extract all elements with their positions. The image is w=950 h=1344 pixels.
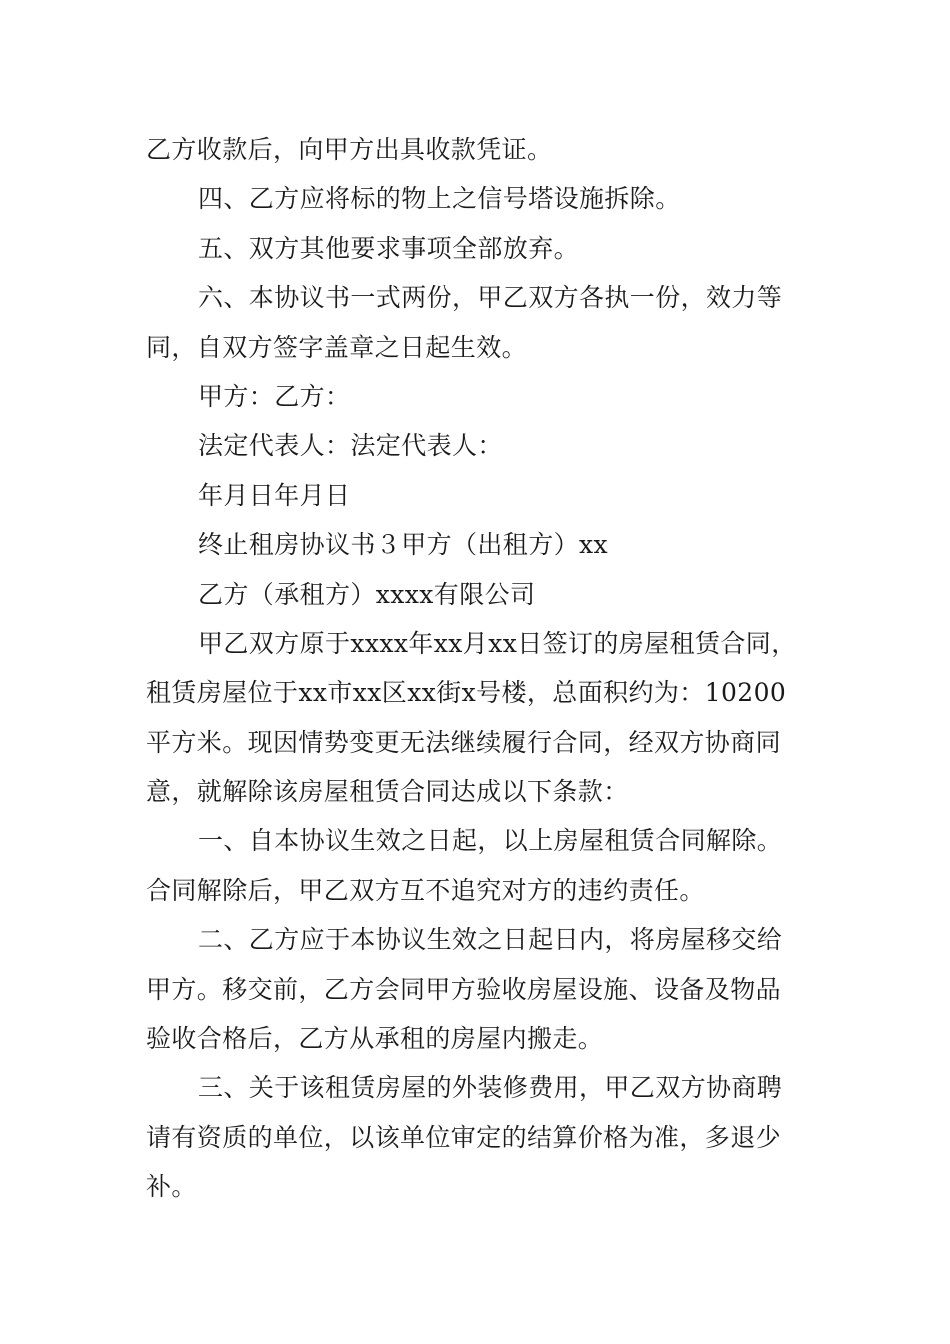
text-line: 四、乙方应将标的物上之信号塔设施拆除。 bbox=[198, 184, 681, 214]
text-line: 补。 bbox=[146, 1172, 197, 1202]
text-line: 合同解除后，甲乙双方互不追究对方的违约责任。 bbox=[146, 875, 705, 905]
document-body bbox=[146, 125, 818, 1212]
text-line: 三、关于该租赁房屋的外装修费用，甲乙双方协商聘 bbox=[198, 1073, 783, 1103]
text-line: 请有资质的单位，以该单位审定的结算价格为准，多退少 bbox=[146, 1122, 782, 1152]
text-line: 甲方。移交前，乙方会同甲方验收房屋设施、设备及物品 bbox=[146, 974, 782, 1004]
text-line: 五、双方其他要求事项全部放弃。 bbox=[198, 233, 580, 263]
text-line: 租赁房屋位于xx市xx区xx街x号楼，总面积约为：10200 bbox=[146, 678, 787, 708]
text-line: 二、乙方应于本协议生效之日起日内，将房屋移交给 bbox=[198, 925, 783, 955]
text-line: 同，自双方签字盖章之日起生效。 bbox=[146, 332, 528, 362]
text-line: 一、自本协议生效之日起，以上房屋租赁合同解除。 bbox=[198, 826, 783, 856]
date-line: 年月日年月日 bbox=[198, 480, 351, 510]
text-line: 意，就解除该房屋租赁合同达成以下条款： bbox=[146, 777, 629, 807]
legal-representative-line: 法定代表人：法定代表人： bbox=[198, 431, 503, 461]
text-line: 验收合格后，乙方从承租的房屋内搬走。 bbox=[146, 1024, 604, 1054]
text-line: 甲乙双方原于xxxx年xx月xx日签订的房屋租赁合同， bbox=[198, 628, 797, 658]
party-b-line: 乙方（承租方）xxxx有限公司 bbox=[198, 579, 536, 609]
text-line: 平方米。现因情势变更无法继续履行合同，经双方协商同 bbox=[146, 727, 782, 757]
signature-parties-line: 甲方：乙方： bbox=[198, 381, 351, 411]
text-line: 六、本协议书一式两份，甲乙双方各执一份，效力等 bbox=[198, 283, 783, 313]
text-line: 乙方收款后，向甲方出具收款凭证。 bbox=[146, 135, 553, 164]
agreement-heading-line: 终止租房协议书３甲方（出租方）xx bbox=[198, 530, 608, 560]
